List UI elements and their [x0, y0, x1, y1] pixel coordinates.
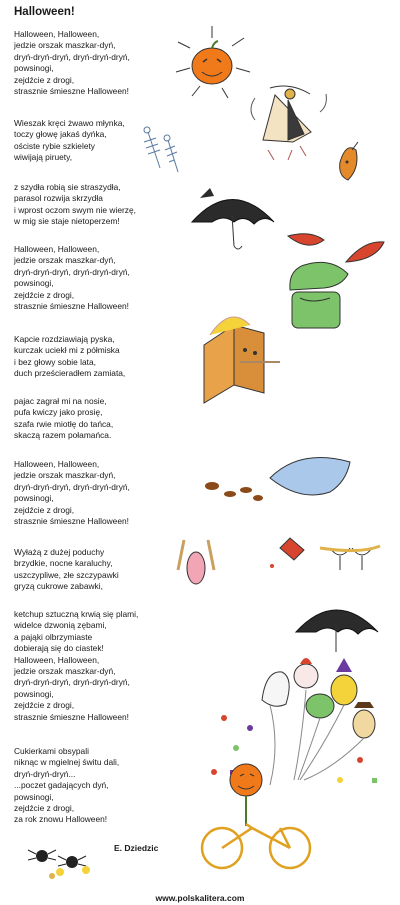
verse-line: Halloween, Halloween, — [14, 29, 100, 39]
verse-line: dryń-dryń-dryń, dryń-dryń-dryń, — [14, 51, 130, 62]
verse-line: powsinogi, — [14, 278, 54, 289]
wardrobe-icon — [204, 317, 280, 403]
verse-line: Halloween, Halloween, — [14, 654, 100, 665]
verse-line: jedzie orszak maszkar-dyń, — [14, 470, 116, 481]
verse-line: widelce dzwonią zębami, — [14, 620, 107, 631]
gourd-icon — [340, 142, 358, 180]
verse-line: powsinogi, — [14, 791, 54, 802]
verse-line: dryń-dryń-dryń... — [14, 768, 76, 779]
verse-line: dryń-dryń-dryń, dryń-dryń-dryń, — [14, 677, 130, 688]
verse-line: w mig sie staje nietoperzem! — [14, 216, 120, 227]
spider-icon — [28, 850, 90, 879]
pillow-icon — [270, 458, 350, 495]
verse-line: jedzie orszak maszkar-dyń, — [14, 255, 116, 266]
cockroaches-icon — [205, 482, 263, 501]
footer-website: www.polskalitera.com — [155, 893, 245, 903]
balloons-icon — [262, 658, 375, 738]
verse-line: Kapcie rozdziawiają pyska, — [14, 334, 115, 344]
verse-line: gryzą cukrowe zabawki, — [14, 581, 103, 592]
verse-line: jedzie orszak maszkar-dyń, — [14, 40, 116, 51]
fork-icon — [320, 546, 380, 570]
verse-line: z szydła robią sie straszydła, — [14, 182, 121, 192]
verse-line: ościste rybie szkielety — [14, 140, 95, 151]
verse-line: kurczak uciekł mi z półmiska — [14, 345, 120, 356]
verse-line: strasznie śmieszne Halloween! — [14, 301, 129, 312]
verse-line: i bez głowy sobie lata, — [14, 356, 96, 367]
verse-line: powsinogi, — [14, 688, 54, 699]
umbrella-bat-icon — [296, 610, 378, 652]
verse-line: jedzie orszak maszkar-dyń, — [14, 666, 116, 677]
verse-line: dobierają się do ciastek! — [14, 643, 104, 654]
verse-line: brzydkie, nocne karaluchy, — [14, 558, 113, 569]
verse-line: niknąc w mgielnej świtu dali, — [14, 757, 120, 768]
verse-line: zejdźcie z drogi, — [14, 803, 75, 814]
verse-line: skaczą razem połamańca. — [14, 430, 112, 441]
verse-line: toczy głowę jakaś dyńka, — [14, 129, 107, 140]
verse-line: strasznie śmieszne Halloween! — [14, 516, 129, 527]
verse-line: za rok znowu Halloween! — [14, 814, 108, 825]
verse-line: Wieszak kręci żwawo młynka, — [14, 118, 125, 128]
verse-line: strasznie śmieszne Halloween! — [14, 86, 129, 97]
candy-figures-icon — [178, 540, 214, 584]
verse-line: ketchup sztuczną krwią się plami, — [14, 609, 139, 619]
verse-line: zejdźcie z drogi, — [14, 504, 75, 515]
verse-line: dryń-dryń-dryń, dryń-dryń-dryń, — [14, 266, 130, 277]
verse-line: i wprost oczom swym nie wierzę, — [14, 204, 136, 215]
verse-line: pajac zagrał mi na nosie, — [14, 396, 107, 406]
verse-line: parasol rozwija skrzydła — [14, 193, 103, 204]
verse-line: zejdźcie z drogi, — [14, 74, 75, 85]
verse-line: wiwijają piruety, — [14, 152, 73, 163]
verse-line: duch prześcieradłem zamiata, — [14, 368, 126, 379]
verse-line: zejdźcie z drogi, — [14, 700, 75, 711]
coat-hanger-icon — [251, 86, 326, 160]
verse-line: Halloween, Halloween, — [14, 459, 100, 469]
ketchup-icon — [270, 538, 304, 568]
verse-line: Wyłażą z dużej poduchy — [14, 547, 105, 557]
author-signature: E. Dziedzic — [114, 843, 159, 853]
pumpkin-sun-icon — [176, 26, 250, 98]
verse-line: a pająki olbrzymiaste — [14, 631, 93, 642]
verse-line: powsinogi, — [14, 63, 54, 74]
fish-skeleton-icon — [144, 127, 178, 172]
verse-line: dryń-dryń-dryń, dryń-dryń-dryń, — [14, 481, 130, 492]
poem-title: Halloween! — [14, 6, 75, 18]
verse-line: zejdźcie z drogi, — [14, 289, 75, 300]
umbrella-bat-icon — [192, 188, 274, 249]
verse-line: Halloween, Halloween, — [14, 244, 100, 254]
verse-line: Cukierkami obsypali — [14, 746, 89, 756]
carrot-icon — [288, 234, 384, 262]
verse-line: pufa kwiczy jako prosię, — [14, 407, 103, 418]
green-pouf-icon — [290, 262, 348, 328]
verse-line: uszczypliwe, złe szczypawki — [14, 569, 119, 580]
verse-line: powsinogi, — [14, 493, 54, 504]
verse-line: strasznie śmieszne Halloween! — [14, 711, 129, 722]
verse-line: szafa rwie miotłę do tańca, — [14, 418, 114, 429]
verse-line: ...poczet gadających dyń, — [14, 780, 109, 791]
